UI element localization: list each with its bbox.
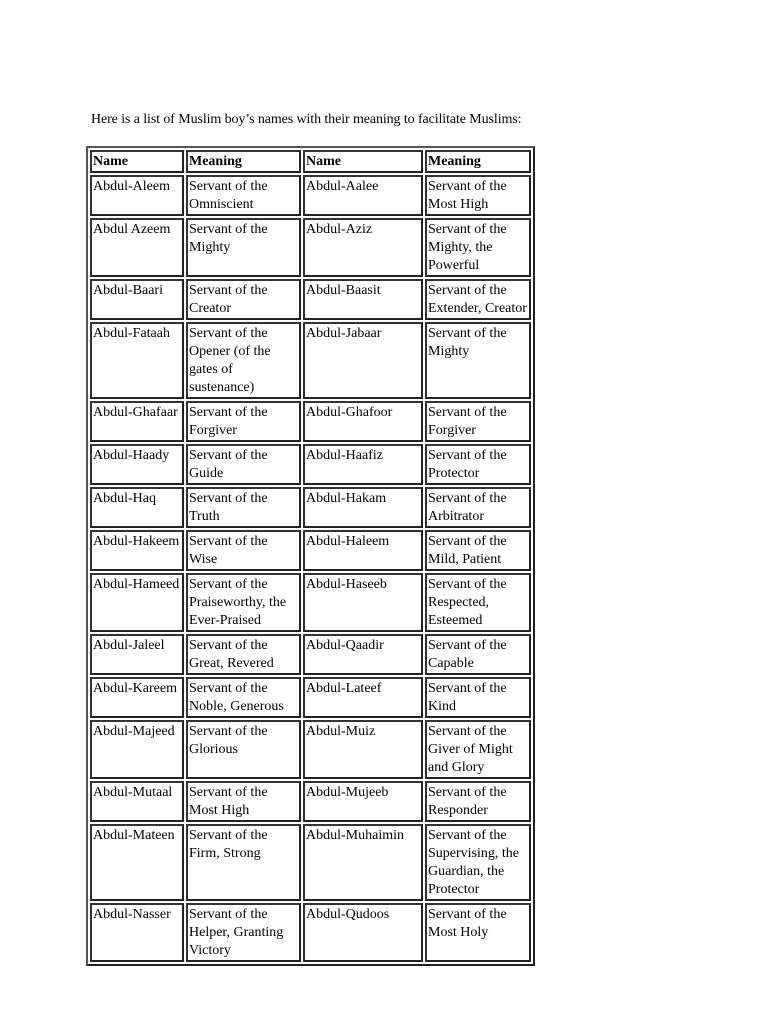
- name-cell: Abdul-Haleem: [303, 530, 423, 571]
- name-cell: Abdul-Haq: [90, 487, 184, 528]
- name-cell: Abdul-Muiz: [303, 720, 423, 779]
- table-row: [90, 781, 531, 822]
- table-body: [90, 175, 531, 962]
- meaning-cell: Servant of the Capable: [425, 634, 531, 675]
- table-row: [90, 824, 531, 901]
- meaning-cell: Servant of the Mighty: [186, 218, 301, 277]
- meaning-cell: Servant of the Creator: [186, 279, 301, 320]
- table-row: [90, 322, 531, 399]
- name-cell: Abdul-Qaadir: [303, 634, 423, 675]
- name-cell: Abdul-Fataah: [90, 322, 184, 399]
- table-header-row: [90, 150, 531, 173]
- table-row: [90, 720, 531, 779]
- meaning-cell: Servant of the Mighty: [425, 322, 531, 399]
- meaning-cell: Servant of the Arbitrator: [425, 487, 531, 528]
- meaning-cell: Servant of the Kind: [425, 677, 531, 718]
- table-row: [90, 218, 531, 277]
- name-cell: Abdul-Mateen: [90, 824, 184, 901]
- meaning-cell: Servant of the Most High: [425, 175, 531, 216]
- header-meaning-1: Meaning: [186, 150, 301, 173]
- table-row: [90, 677, 531, 718]
- meaning-cell: Servant of the Great, Revered: [186, 634, 301, 675]
- meaning-cell: Servant of the Opener (of the gates of sustenance): [186, 322, 301, 399]
- meaning-cell: Servant of the Mild, Patient: [425, 530, 531, 571]
- name-cell: Abdul-Mujeeb: [303, 781, 423, 822]
- name-cell: Abdul-Aleem: [90, 175, 184, 216]
- name-cell: Abdul-Hakeem: [90, 530, 184, 571]
- meaning-cell: Servant of the Responder: [425, 781, 531, 822]
- meaning-cell: Servant of the Forgiver: [425, 401, 531, 442]
- name-cell: Abdul-Baari: [90, 279, 184, 320]
- name-cell: Abdul-Jaleel: [90, 634, 184, 675]
- name-cell: Abdul-Lateef: [303, 677, 423, 718]
- meaning-cell: Servant of the Respected, Esteemed: [425, 573, 531, 632]
- header-name-2: Name: [303, 150, 423, 173]
- meaning-cell: Servant of the Guide: [186, 444, 301, 485]
- intro-text: Here is a list of Muslim boy’s names with their meaning to facilitate Muslims:: [91, 112, 522, 127]
- name-cell: Abdul-Baasit: [303, 279, 423, 320]
- name-cell: Abdul-Nasser: [90, 903, 184, 962]
- name-cell: Abdul-Haafiz: [303, 444, 423, 485]
- header-name-1: Name: [90, 150, 184, 173]
- name-cell: Abdul-Hameed: [90, 573, 184, 632]
- name-cell: Abdul-Mutaal: [90, 781, 184, 822]
- meaning-cell: Servant of the Supervising, the Guardian, the Protector: [425, 824, 531, 901]
- meaning-cell: Servant of the Extender, Creator: [425, 279, 531, 320]
- table-row: [90, 530, 531, 571]
- meaning-cell: Servant of the Glorious: [186, 720, 301, 779]
- name-cell: Abdul-Majeed: [90, 720, 184, 779]
- name-cell: Abdul-Kareem: [90, 677, 184, 718]
- meaning-cell: Servant of the Protector: [425, 444, 531, 485]
- meaning-cell: Servant of the Mighty, the Powerful: [425, 218, 531, 277]
- meaning-cell: Servant of the Praiseworthy, the Ever-Praised: [186, 573, 301, 632]
- table-row: [90, 573, 531, 632]
- meaning-cell: Servant of the Wise: [186, 530, 301, 571]
- table-row: [90, 903, 531, 962]
- meaning-cell: Servant of the Most Holy: [425, 903, 531, 962]
- table-row: [90, 634, 531, 675]
- table-row: [90, 401, 531, 442]
- name-cell: Abdul-Ghafaar: [90, 401, 184, 442]
- name-cell: Abdul-Qudoos: [303, 903, 423, 962]
- names-table: [86, 146, 535, 966]
- name-cell: Abdul-Haseeb: [303, 573, 423, 632]
- name-cell: Abdul-Ghafoor: [303, 401, 423, 442]
- meaning-cell: Servant of the Giver of Might and Glory: [425, 720, 531, 779]
- name-cell: Abdul-Hakam: [303, 487, 423, 528]
- table-row: [90, 175, 531, 216]
- name-cell: Abdul-Aziz: [303, 218, 423, 277]
- table-row: [90, 279, 531, 320]
- header-meaning-2: Meaning: [425, 150, 531, 173]
- meaning-cell: Servant of the Omniscient: [186, 175, 301, 216]
- name-cell: Abdul-Haady: [90, 444, 184, 485]
- name-cell: Abdul-Jabaar: [303, 322, 423, 399]
- meaning-cell: Servant of the Firm, Strong: [186, 824, 301, 901]
- meaning-cell: Servant of the Helper, Granting Victory: [186, 903, 301, 962]
- meaning-cell: Servant of the Forgiver: [186, 401, 301, 442]
- table-row: [90, 487, 531, 528]
- meaning-cell: Servant of the Most High: [186, 781, 301, 822]
- name-cell: Abdul-Muhaimin: [303, 824, 423, 901]
- name-cell: Abdul Azeem: [90, 218, 184, 277]
- meaning-cell: Servant of the Truth: [186, 487, 301, 528]
- table-row: [90, 444, 531, 485]
- meaning-cell: Servant of the Noble, Generous: [186, 677, 301, 718]
- name-cell: Abdul-Aalee: [303, 175, 423, 216]
